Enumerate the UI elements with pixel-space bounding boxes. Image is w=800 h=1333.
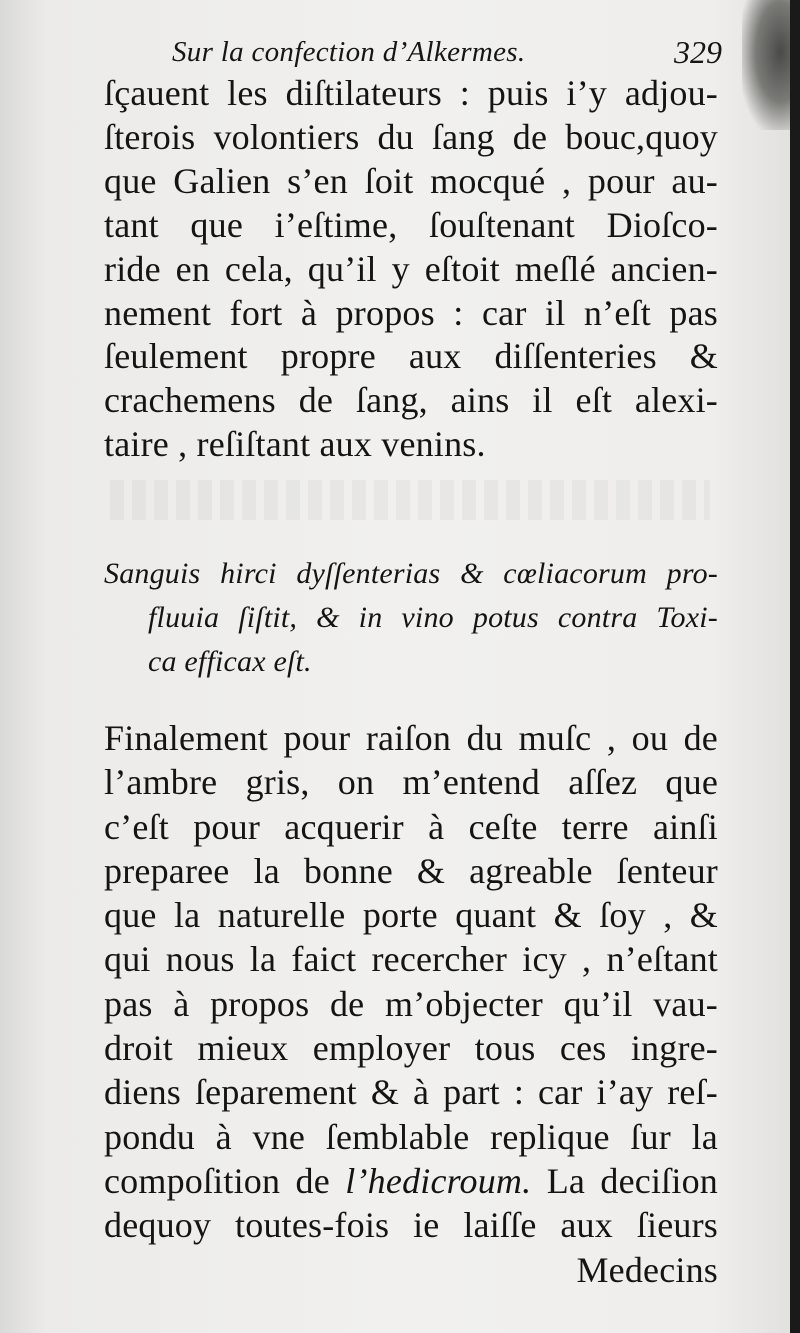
page-stain [742, 0, 790, 130]
text-line: pas à propos de m’objecter qu’il vau- [104, 983, 718, 1024]
quotation-line: ca efficax eſt. [148, 645, 312, 678]
text-line: que Galien s’en ſoit mocqué , pour au- [104, 160, 718, 201]
italic-title: l’hedicroum. [345, 1160, 532, 1201]
text-line: Finalement pour raiſon du muſc , ou de [104, 718, 718, 758]
text-line: diens ſeparement & à part : car i’ay reſ- [104, 1072, 718, 1113]
text-line: droit mieux employer tous ces ingre- [104, 1028, 718, 1069]
text-segment: La deciſion [531, 1160, 718, 1201]
text-line: ride en cela, qu’il y eſtoit meſlé ancien- [104, 248, 718, 289]
text-line: dequoy toutes-fois ie laiſſe aux ſieurs [104, 1205, 718, 1246]
text-segment: compoſition de [104, 1160, 346, 1201]
latin-quotation [104, 552, 718, 684]
text-line: ſterois volontiers du ſang de bouc,quoy [104, 116, 718, 157]
page-header [172, 36, 722, 76]
text-line: nement fort à propos : car il n’eſt pas [104, 292, 718, 333]
catchword: Medecins [576, 1249, 718, 1290]
text-line: tant que i’eſtime, ſouſtenant Dioſco- [104, 204, 718, 245]
text-line: l’ambre gris, on m’entend aſſez que [104, 762, 718, 803]
text-line: ſeulement propre aux diſſenteries & [104, 336, 718, 377]
text-line: taire , reſiſtant aux venins. [104, 424, 486, 465]
quotation-line: Sanguis hirci dyſſenterias & cœliacorum pro- [104, 557, 718, 590]
text-line: c’eſt pour acquerir à ceſte terre ainſi [104, 806, 718, 847]
text-line-with-italic [104, 1159, 718, 1203]
text-line: preparee la bonne & agreable ſenteur [104, 850, 718, 891]
running-title: Sur la confection d’Alkermes. [172, 36, 526, 68]
text-line: pondu à vne ſemblable replique ſur la [104, 1116, 718, 1157]
quotation-line: fluuia ſiſtit, & in vino potus contra Toxi- [148, 601, 718, 634]
text-line: que la naturelle porte quant & ſoy , & [104, 895, 718, 936]
text-line: qui nous la faict recercher icy , n’eſtant [104, 939, 718, 980]
show-through-text [110, 480, 710, 520]
paragraph-2 [104, 716, 718, 1292]
text-line: crachemens de ſang, ains il eſt alexi- [104, 380, 718, 421]
page-number: 329 [674, 34, 722, 70]
text-line: ſçauent les diſtilateurs : puis i’y adjou- [104, 73, 718, 113]
paragraph-1 [104, 72, 718, 467]
